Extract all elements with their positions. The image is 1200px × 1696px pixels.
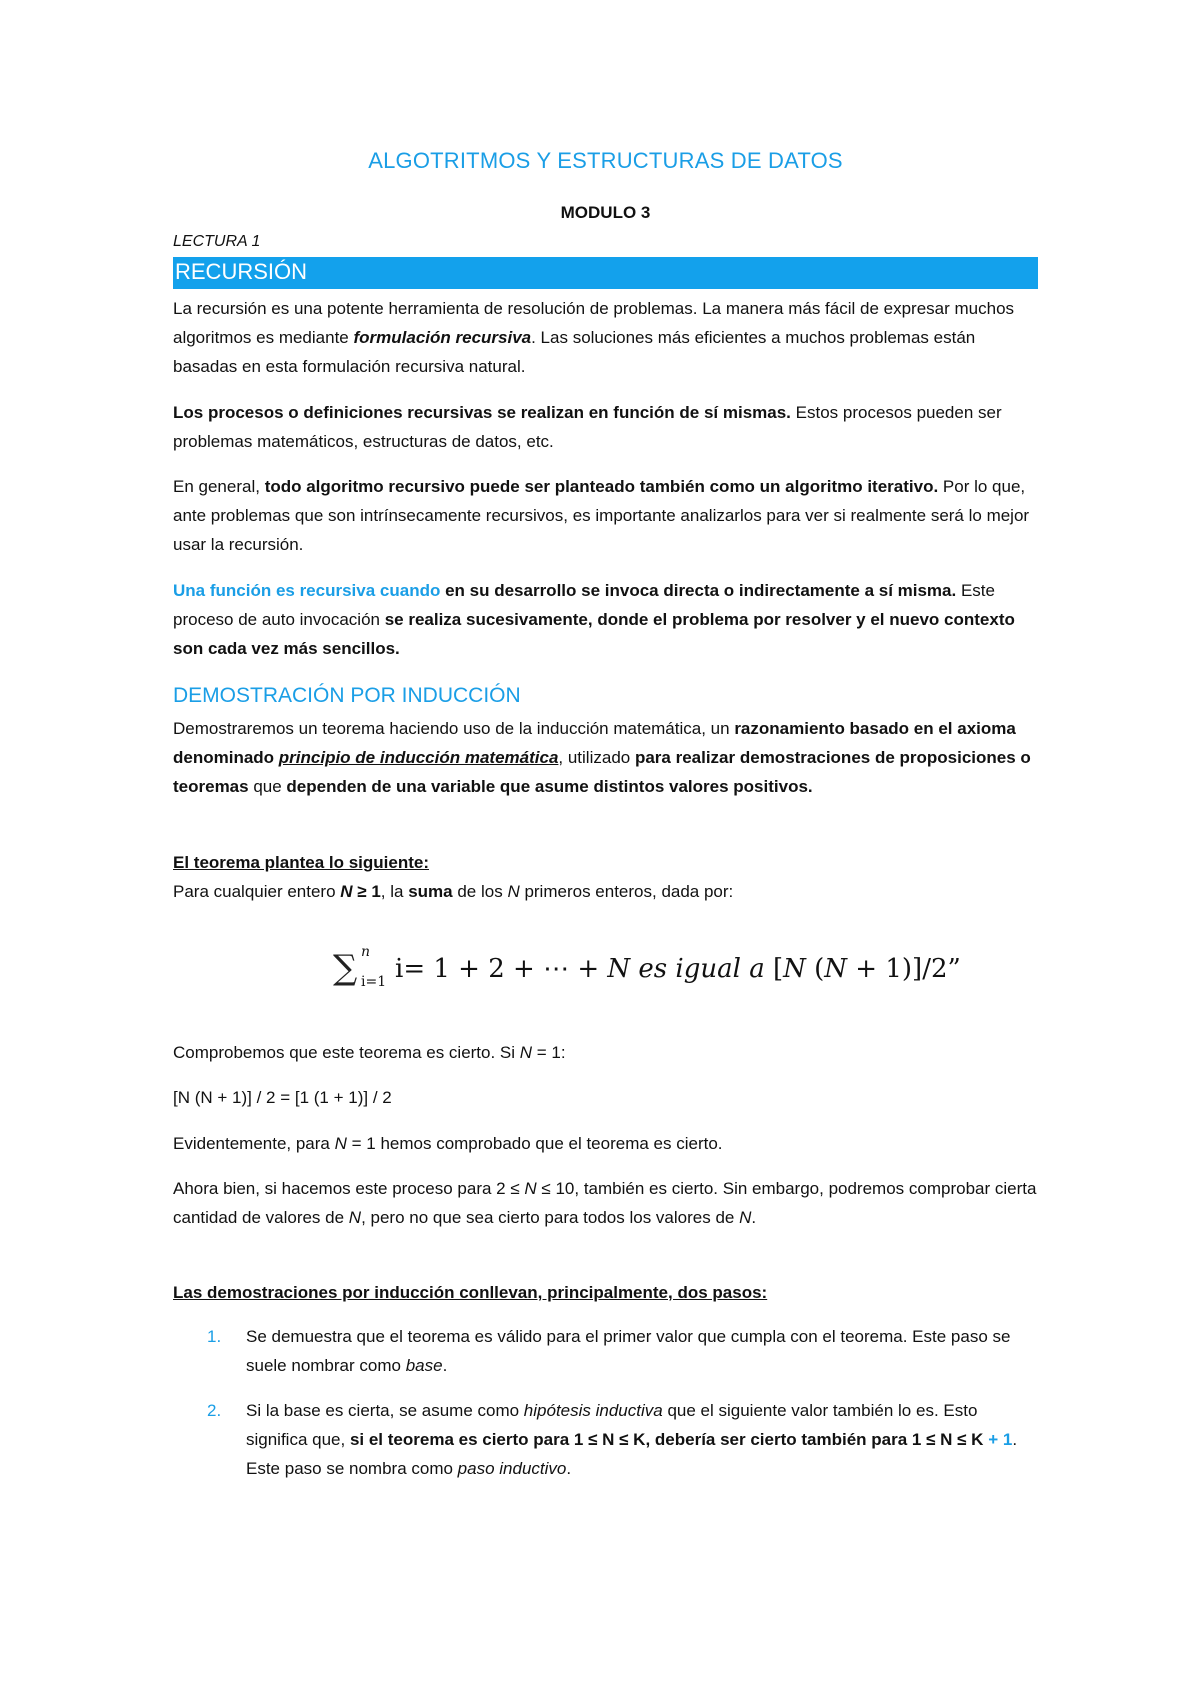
sum-formula [333,944,961,998]
section-heading-recursion: RECURSIÓN [175,259,308,284]
theorem-subheading: El teorema plantea lo siguiente: [173,853,430,872]
sum-lower-limit: i=1 [361,974,387,990]
list-item: 2. Si la base es cierta, se asume como hipótesis inductiva que el siguiente valor también lo es. Esto significa que, si el teorema es cierto para 1 ≤ N ≤ K, debería ser cierto también para 1 ≤ N ≤ K + 1. Este paso se nombra como paso inductivo. [173,1396,1038,1483]
module-label: MODULO 3 [560,203,651,222]
paragraph-check-theorem: Comprobemos que este teorema es cierto. Si N = 1: [173,1043,566,1062]
paragraph-recursive-function: Una función es recursiva cuando en su desarrollo se invoca directa o indirectamente a sí misma. Este proceso de auto invocación se realiza sucesivamente, donde el problema por resolver y el nuevo contexto son cada vez más sencillos. [173,581,1015,658]
list-number: 2. [207,1401,222,1420]
paragraph-recursive-processes: Los procesos o definiciones recursivas se realizan en función de sí mismas. Estos procesos pueden ser problemas matemáticos, estructuras de datos, etc. [173,403,1002,451]
reading-label: LECTURA 1 [173,233,261,250]
document-title: ALGOTRITMOS Y ESTRUCTURAS DE DATOS [368,148,843,173]
section-heading-band [173,257,1038,289]
section-heading-induction: DEMOSTRACIÓN POR INDUCCIÓN [173,684,521,707]
list-item: 1. Se demuestra que el teorema es válido para el primer valor que cumpla con el teorema. Este paso se suele nombrar como base. [173,1322,1038,1380]
paragraph-recursion-intro: La recursión es una potente herramienta de resolución de problemas. La manera más fácil de expresar muchos algoritmos es mediante formulación recursiva. Las soluciones más eficientes a muchos problemas están basadas en esta formulación recursiva natural. [173,299,1015,376]
paragraph-theorem-statement: Para cualquier entero N ≥ 1, la suma de los N primeros enteros, dada por: [173,882,734,901]
paragraph-iterative: En general, todo algoritmo recursivo puede ser planteado también como un algoritmo iterativo. Por lo que, ante problemas que son intrínsecamente recursivos, es importante analizarlos para ver si realmente será lo mejor usar la recursión. [173,477,1030,554]
paragraph-however: Ahora bien, si hacemos este proceso para 2 ≤ N ≤ 10, también es cierto. Sin embargo, podremos comprobar cierta cantidad de valores de N, pero no que sea cierto para todos los valores de N. [173,1179,1037,1227]
paragraph-evidently: Evidentemente, para N = 1 hemos comprobado que el teorema es cierto. [173,1134,723,1153]
steps-list-2 [173,1396,1038,1483]
sum-upper-limit: n [361,944,371,960]
paragraph-base-calculation: [N (N + 1)] / 2 = [1 (1 + 1)] / 2 [173,1088,392,1107]
steps-heading: Las demostraciones por inducción conllevan, principalmente, dos pasos: [173,1283,768,1302]
sigma-symbol: ∑ [333,948,358,988]
sum-expression: i= 1 + 2 + ⋯ + N es igual a [N (N + 1)]/2” [395,954,961,984]
steps-list [173,1322,1038,1380]
paragraph-induction-intro: Demostraremos un teorema haciendo uso de la inducción matemática, un razonamiento basado en el axioma denominado principio de inducción matemática, utilizado para realizar demostraciones de proposiciones o teoremas que dependen de una variable que asume distintos valores positivos. [173,719,1031,796]
list-number: 1. [207,1327,222,1346]
